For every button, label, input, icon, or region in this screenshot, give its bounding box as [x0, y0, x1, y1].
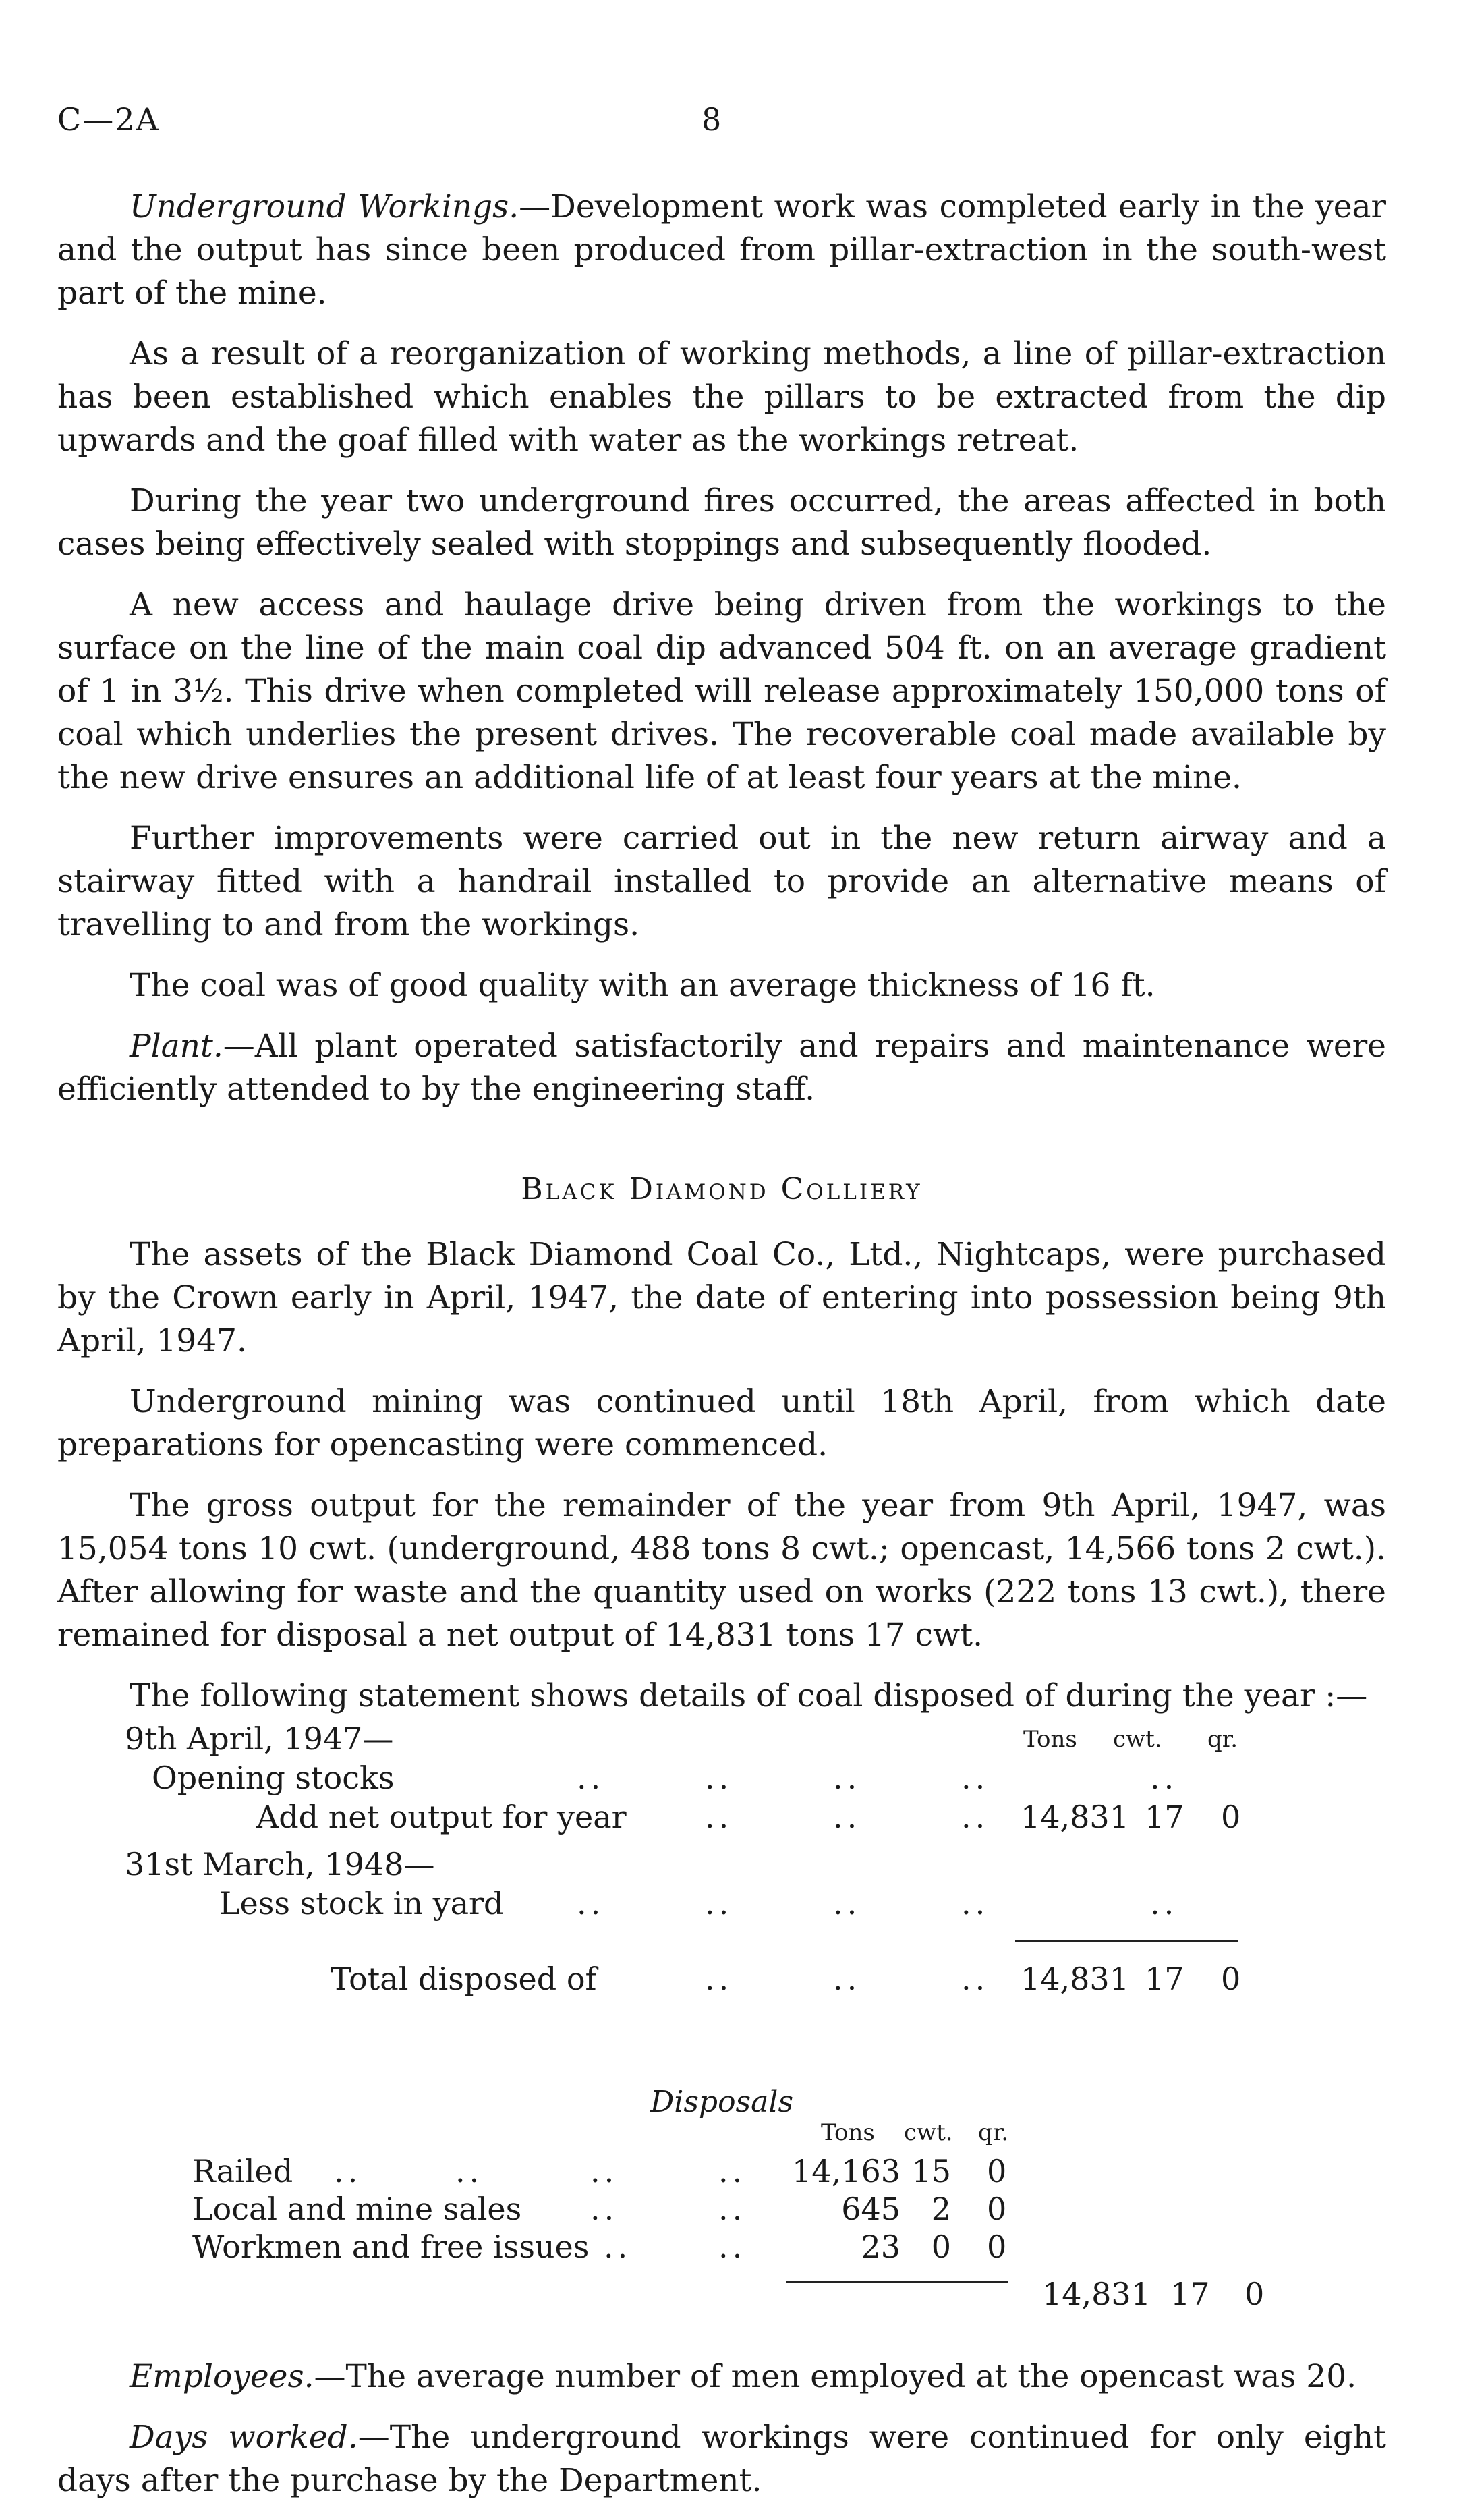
haulage-drive-paragraph: A new access and haulage drive being driven from the workings to the surface on the line of the main coal dip advanced 504 ft. on an average gradient of 1 in 3½. This drive when completed will release approximately 150,000 tons of coal which underlies the present drives. The recoverable coal made available by the new drive ensures an additional life of at least four years at the mine.	[57, 586, 1386, 796]
statement-col-cwt: cwt.	[1113, 1726, 1162, 1753]
disposal-row-label: Workmen and free issues	[192, 2229, 590, 2265]
disposal-row-tons: 23	[861, 2229, 900, 2265]
leader-dots: ..	[334, 2153, 362, 2189]
add-net-output-label: Add net output for year	[256, 1799, 627, 1835]
opening-stocks-value: ..	[1150, 1760, 1178, 1796]
leader-dots: ..	[961, 1799, 990, 1835]
total-tons: 14,831	[1021, 1961, 1129, 1997]
days-worked-heading: Days worked.	[130, 2419, 358, 2456]
assets-paragraph: The assets of the Black Diamond Coal Co., Ltd., Nightcaps, were purchased by the Crown early in April, 1947, the date of entering into possession being 9th April, 1947.	[57, 1236, 1386, 1360]
leader-dots: ..	[705, 1799, 733, 1835]
page-content	[57, 186, 1386, 2520]
opening-stocks-label: Opening stocks	[152, 1760, 395, 1796]
disposals-total-qr: 0	[1245, 2276, 1265, 2312]
leader-dots: ..	[590, 2153, 619, 2189]
leader-dots: ..	[718, 2191, 747, 2227]
disposal-row-qr: 0	[987, 2153, 1007, 2189]
disposal-row-cwt: 0	[931, 2229, 951, 2265]
black-diamond-heading: Black Diamond Colliery	[521, 1172, 923, 1206]
total-rule	[1015, 1940, 1238, 1942]
leader-dots: ..	[833, 1799, 861, 1835]
leader-dots: ..	[455, 2153, 484, 2189]
disposals-total-cwt: 17	[1170, 2276, 1210, 2312]
plant-heading: Plant.	[130, 1028, 223, 1065]
employees-paragraph: Employees.—The average number of men employed at the opencast was 20.	[130, 2358, 1357, 2395]
leader-dots: ..	[961, 1760, 990, 1796]
document-reference: C—2A	[57, 101, 160, 138]
disposal-row-label: Local and mine sales	[192, 2191, 522, 2227]
underground-workings-paragraph: Underground Workings.—Development work was completed early in the year and the output has since been produced from pillar-extraction in the south-west part of the mine.	[57, 188, 1386, 312]
statement-date-closing: 31st March, 1948—	[125, 1846, 435, 1882]
leader-dots: ..	[961, 1961, 990, 1997]
disposal-row-cwt: 15	[911, 2153, 951, 2189]
statement-col-tons: Tons	[1023, 1726, 1077, 1753]
leader-dots: ..	[705, 1760, 733, 1796]
total-qr: 0	[1221, 1961, 1241, 1997]
leader-dots: ..	[705, 1885, 733, 1922]
disposals-col-qr: qr.	[978, 2119, 1009, 2146]
add-net-cwt: 17	[1145, 1799, 1184, 1835]
days-worked-paragraph: Days worked.—The underground workings were continued for only eight days after the purchase by the Department.	[57, 2419, 1386, 2499]
leader-dots: ..	[833, 1885, 861, 1922]
statement-date-opening: 9th April, 1947—	[125, 1720, 394, 1757]
leader-dots: ..	[577, 1760, 605, 1796]
leader-dots: ..	[718, 2153, 747, 2189]
leader-dots: ..	[705, 1961, 733, 1997]
page-number: 8	[702, 101, 723, 138]
disposal-row-cwt: 2	[931, 2191, 951, 2227]
leader-dots: ..	[718, 2229, 747, 2265]
leader-dots: ..	[833, 1760, 861, 1796]
disposal-row-tons: 14,163	[792, 2153, 900, 2189]
statement-col-qr: qr.	[1207, 1726, 1238, 1753]
disposals-col-cwt: cwt.	[904, 2119, 953, 2146]
disposal-row-qr: 0	[987, 2191, 1007, 2227]
plant-paragraph: Plant.—All plant operated satisfactorily and repairs and maintenance were efficiently attended to by the engineering staff.	[57, 1028, 1386, 1108]
employees-heading: Employees.	[130, 2358, 314, 2395]
statement-intro-paragraph: The following statement shows details of coal disposed of during the year :—	[130, 1677, 1368, 1714]
leader-dots: ..	[590, 2191, 619, 2227]
add-net-tons: 14,831	[1021, 1799, 1129, 1835]
leader-dots: ..	[604, 2229, 632, 2265]
coal-statement-table	[57, 1720, 1386, 2071]
disposals-rule	[786, 2281, 1008, 2283]
underground-workings-heading: Underground Workings.	[130, 188, 519, 225]
add-net-qr: 0	[1221, 1799, 1241, 1835]
disposal-row-label: Railed	[192, 2153, 293, 2189]
reorganization-paragraph: As a result of a reorganization of working methods, a line of pillar-extraction has been established which enables the pillars to be extracted from the dip upwards and the goaf filled with water as the workings retreat.	[57, 335, 1386, 459]
leader-dots: ..	[833, 1961, 861, 1997]
disposal-row-qr: 0	[987, 2229, 1007, 2265]
less-stock-value: ..	[1150, 1885, 1178, 1922]
disposals-total-tons: 14,831	[1042, 2276, 1151, 2312]
coal-quality-paragraph: The coal was of good quality with an average thickness of 16 ft.	[130, 967, 1155, 1004]
disposal-row-tons: 645	[841, 2191, 900, 2227]
total-cwt: 17	[1145, 1961, 1184, 1997]
disposals-table	[57, 2119, 1386, 2355]
improvements-paragraph: Further improvements were carried out in the new return airway and a stairway fitted with a handrail installed to provide an alternative means of travelling to and from the workings.	[57, 820, 1386, 943]
disposals-col-tons: Tons	[821, 2119, 875, 2146]
total-disposed-label: Total disposed of	[331, 1961, 597, 1997]
disposals-heading: Disposals	[650, 2085, 794, 2119]
leader-dots: ..	[577, 1885, 605, 1922]
fires-paragraph: During the year two underground fires occurred, the areas affected in both cases being effectively sealed with stoppings and subsequently flooded.	[57, 482, 1386, 563]
leader-dots: ..	[961, 1885, 990, 1922]
underground-mining-paragraph: Underground mining was continued until 18th April, from which date preparations for opencasting were commenced.	[57, 1383, 1386, 1463]
less-stock-label: Less stock in yard	[219, 1885, 504, 1922]
gross-output-paragraph: The gross output for the remainder of the year from 9th April, 1947, was 15,054 tons 10 cwt. (underground, 488 tons 8 cwt.; opencast, 14,566 tons 2 cwt.). After allowing for waste and the quantity used on works (222 tons 13 cwt.), there remained for disposal a net output of 14,831 tons 17 cwt.	[57, 1487, 1386, 1654]
